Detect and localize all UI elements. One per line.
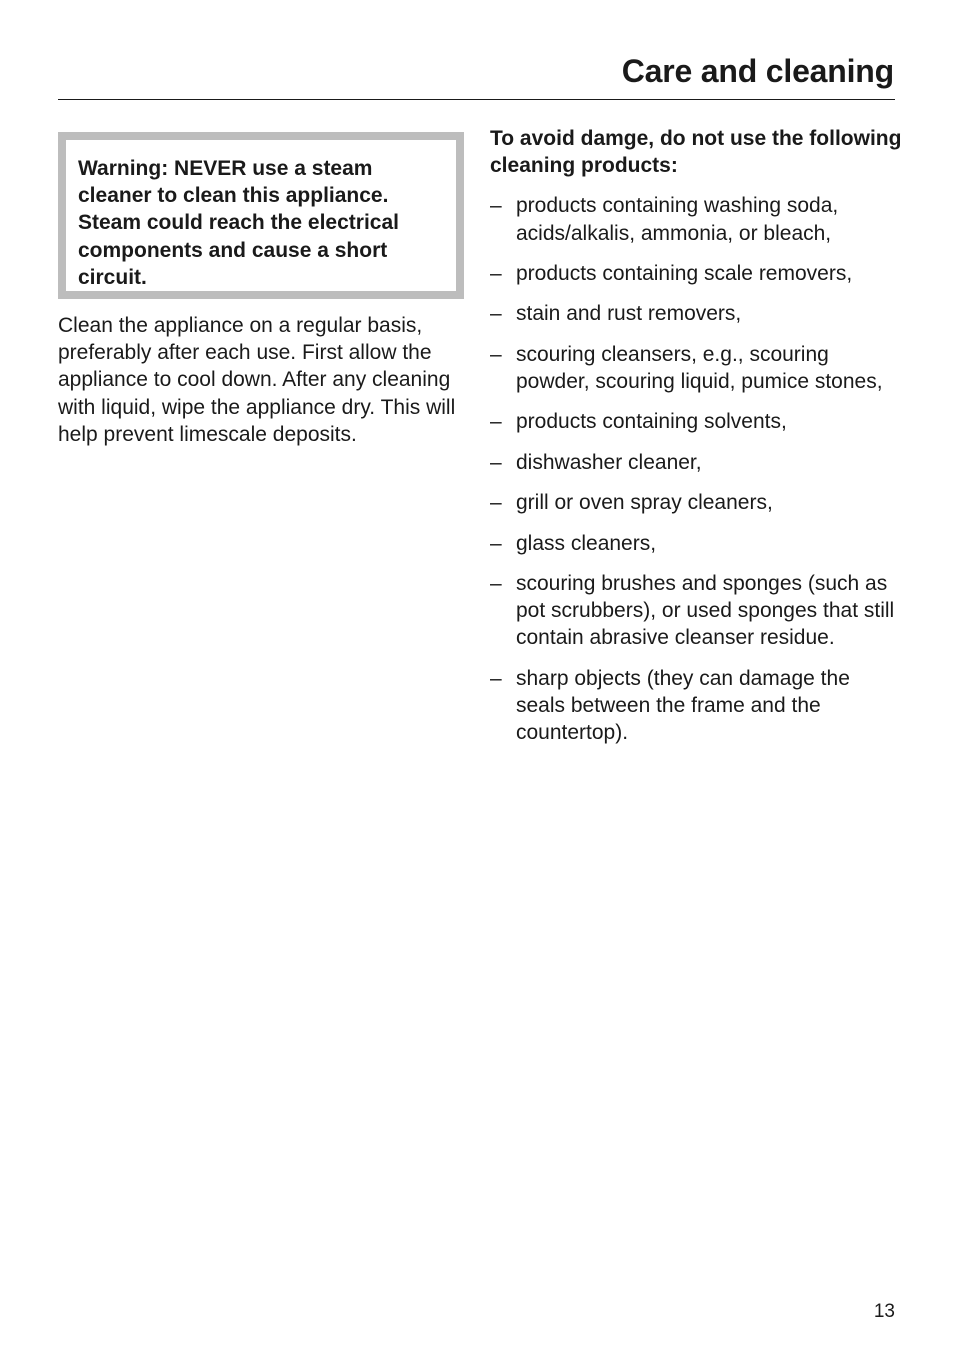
dash-bullet: –	[490, 410, 502, 434]
dash-bullet: –	[490, 531, 502, 555]
cleaning-products-section	[490, 125, 902, 760]
warning-box	[58, 132, 464, 299]
dash-bullet: –	[490, 194, 502, 218]
page-title: Care and cleaning	[621, 53, 894, 89]
dash-bullet: –	[490, 262, 502, 285]
list-item	[490, 408, 902, 435]
list-item	[490, 260, 902, 287]
list-item	[490, 192, 902, 246]
list-item	[490, 489, 902, 516]
dash-bullet: –	[490, 302, 502, 326]
list-item	[490, 570, 902, 652]
cleaning-products-heading: To avoid damge, do not use the following cleaning products:	[490, 127, 902, 178]
cleaning-products-list	[490, 192, 902, 746]
title-divider	[58, 99, 895, 100]
dash-bullet: –	[490, 571, 502, 595]
list-item	[490, 300, 902, 327]
list-item-text: products containing solvents,	[516, 410, 787, 434]
list-item-text: glass cleaners,	[516, 531, 657, 555]
intro-paragraph: Clean the appliance on a regular basis, preferably after each use. First allow the appliance to cool down. After any cleaning with liquid, wipe the appliance dry. This will help prevent limescale deposits.	[58, 314, 456, 446]
list-item-text: grill or oven spray cleaners,	[516, 491, 773, 515]
list-item	[490, 449, 902, 476]
list-item-text: stain and rust removers,	[516, 302, 742, 326]
dash-bullet: –	[490, 666, 502, 690]
dash-bullet: –	[490, 450, 502, 474]
list-item-text: scouring cleansers, e.g., scouring powder, scouring liquid, pumice stones,	[516, 342, 883, 393]
dash-bullet: –	[490, 342, 502, 366]
page-number: 13	[873, 1301, 895, 1322]
list-item	[490, 665, 902, 747]
list-item-text: scouring brushes and sponges (such as pot scrubbers), or used sponges that still contain abrasive cleanser residue.	[516, 571, 895, 650]
list-item-text: sharp objects (they can damage the seals between the frame and the countertop).	[516, 666, 850, 745]
dash-bullet: –	[490, 491, 502, 515]
list-item-text: products containing scale removers,	[516, 262, 853, 285]
list-item	[490, 530, 902, 557]
list-item-text: dishwasher cleaner,	[516, 450, 702, 474]
warning-text: Warning: NEVER use a steam cleaner to clean this appliance. Steam could reach the electrical components and cause a short circuit.	[78, 157, 399, 289]
list-item-text: products containing washing soda, acids/alkalis, ammonia, or bleach,	[516, 194, 839, 245]
list-item	[490, 341, 902, 395]
